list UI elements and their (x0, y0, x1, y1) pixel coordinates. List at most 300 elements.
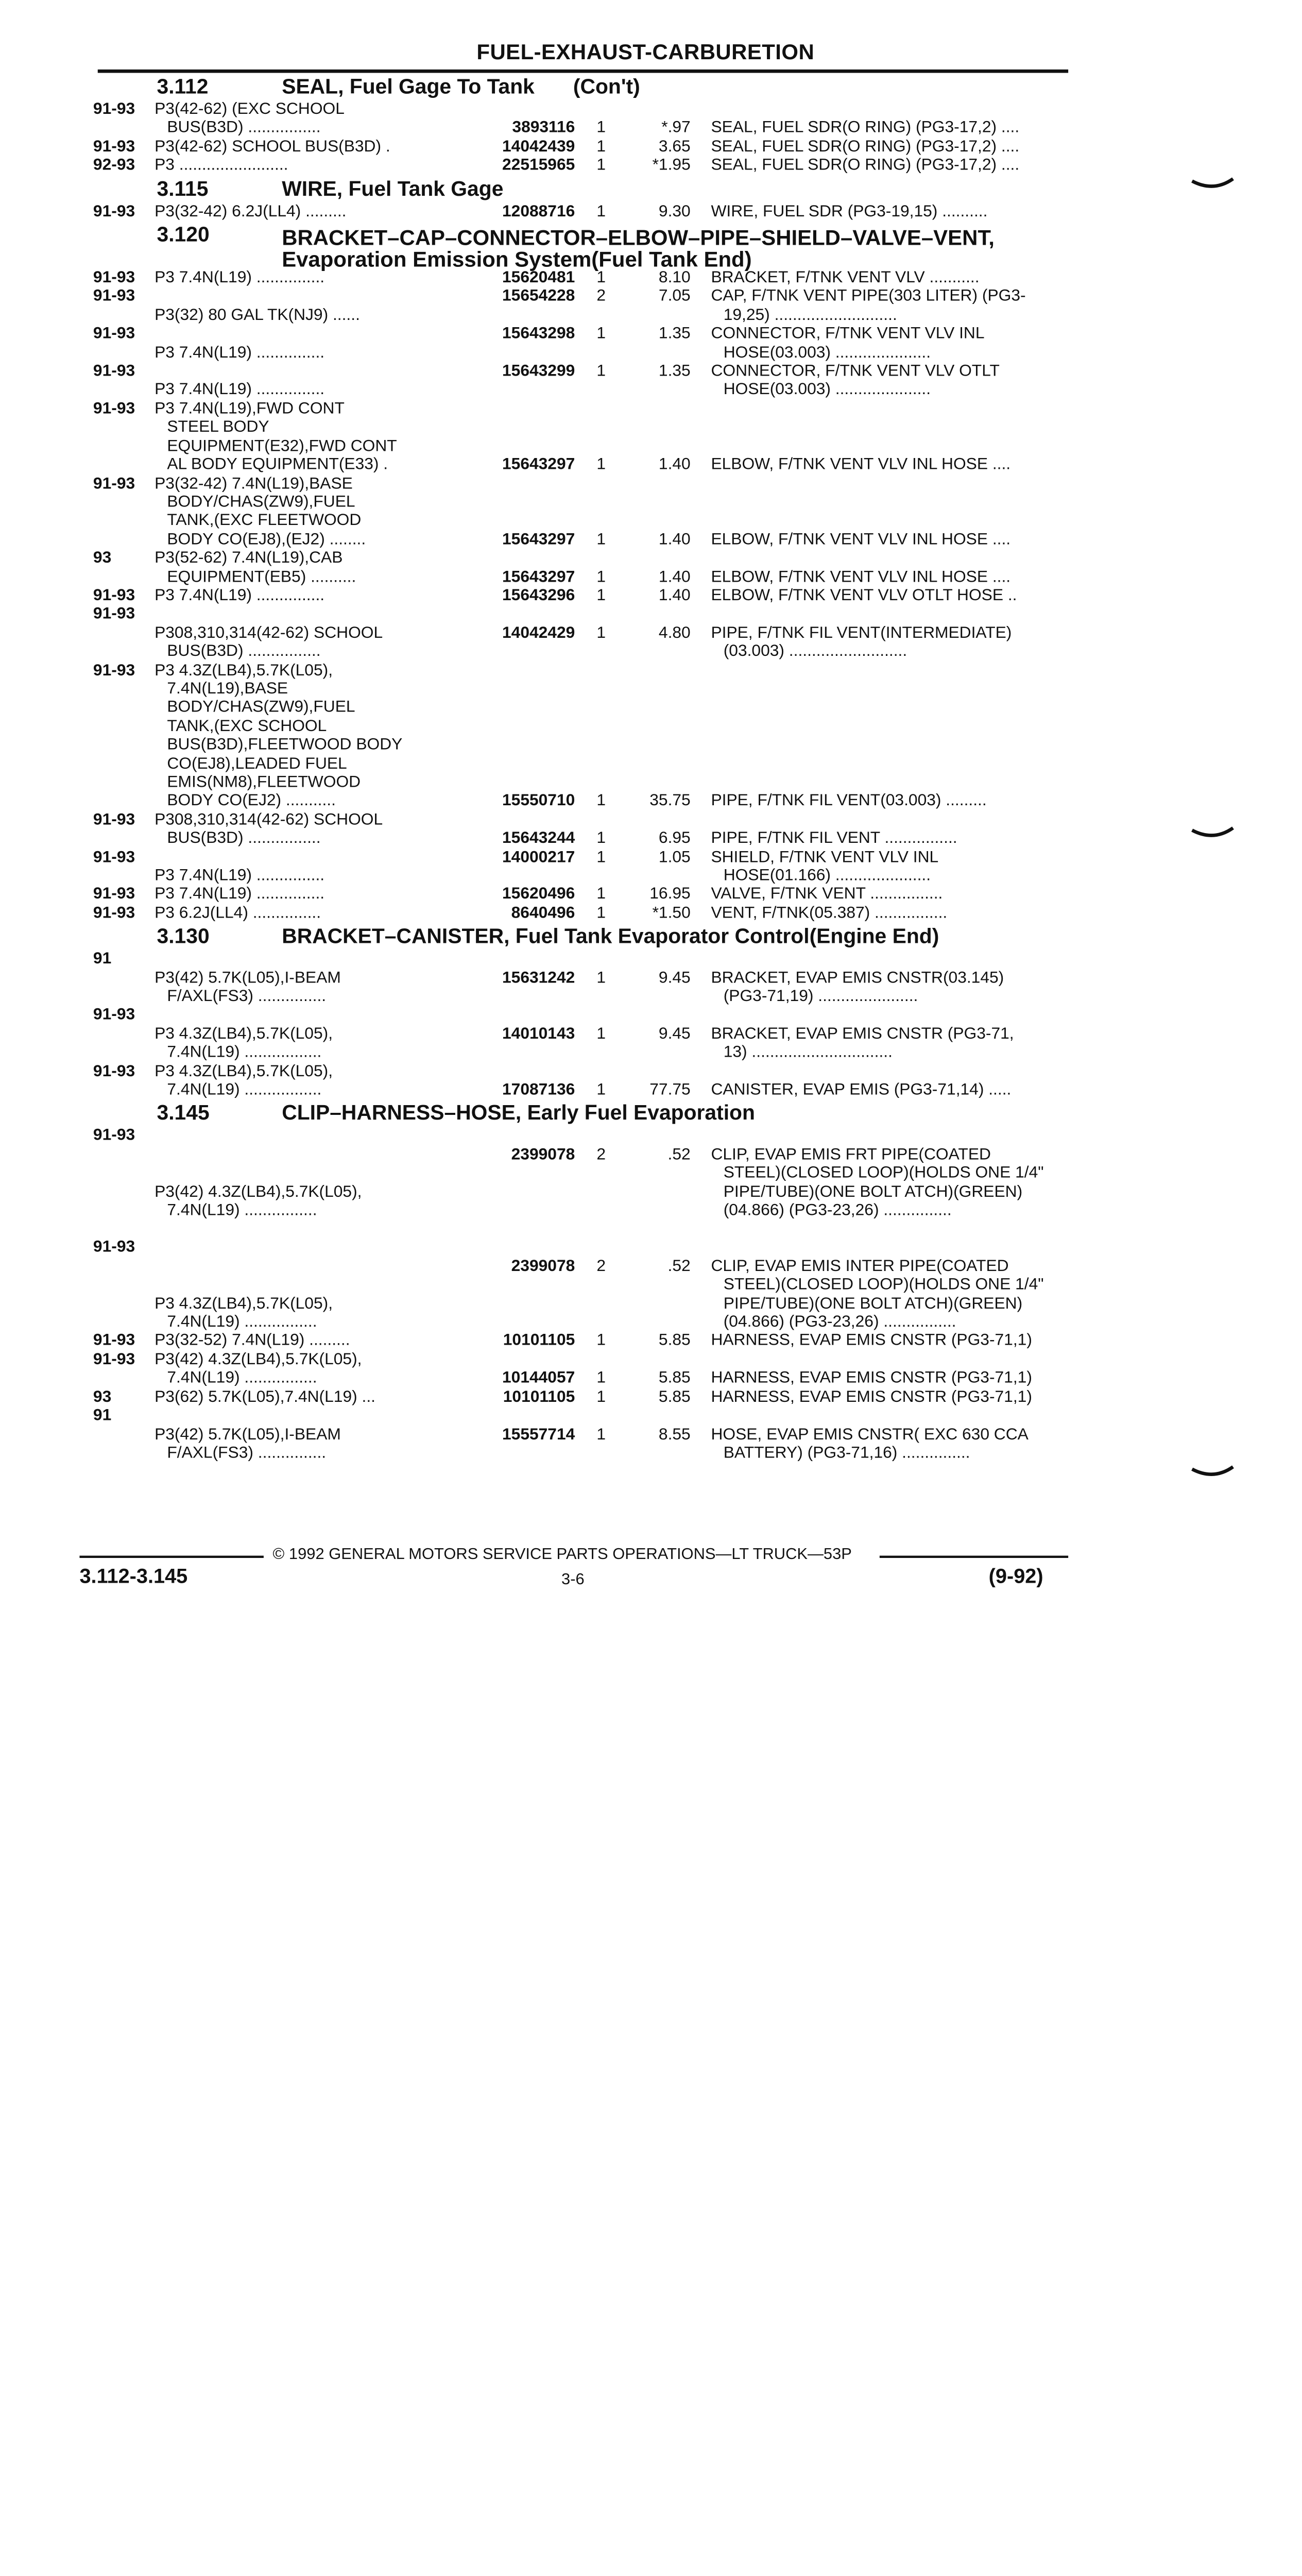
model-years: 93 (93, 549, 112, 568)
application-line: F/AXL(FS3) ............... (167, 987, 327, 1006)
price: 5.85 (658, 1387, 691, 1406)
description (711, 156, 1070, 175)
spacer (93, 1220, 1071, 1238)
description (711, 325, 1070, 363)
application (155, 1388, 482, 1406)
quantity: 1 (596, 904, 606, 923)
application-line: BUS(B3D),FLEETWOOD BODY (167, 736, 403, 754)
part-number: 12088716 (502, 202, 575, 221)
description (711, 1081, 1070, 1099)
part-number: 10101105 (503, 1332, 575, 1350)
application-line: P3 4.3Z(LB4),5.7K(L05), (155, 661, 333, 680)
description (711, 530, 1070, 549)
price: 1.05 (658, 848, 691, 867)
part-row (93, 904, 1071, 923)
application (155, 156, 482, 175)
description (711, 904, 1070, 923)
model-years: 91-93 (93, 138, 135, 156)
quantity: 1 (596, 1369, 606, 1388)
application-line: BUS(B3D) ................ (167, 642, 321, 661)
price: 9.30 (658, 202, 691, 221)
application (155, 810, 482, 848)
application-line: BUS(B3D) ................ (167, 118, 321, 138)
section-heading (93, 1099, 1071, 1127)
description-line: HOSE(01.166) ..................... (723, 867, 931, 885)
application (155, 1183, 482, 1221)
section-heading (93, 923, 1071, 950)
price: .52 (667, 1145, 691, 1164)
part-row (93, 474, 1071, 549)
application-line: P3 4.3Z(LB4),5.7K(L05), (155, 1025, 333, 1043)
price: 35.75 (649, 792, 691, 810)
quantity: 1 (596, 792, 606, 810)
price: 16.95 (649, 885, 691, 904)
quantity: 1 (596, 829, 606, 848)
description (711, 1369, 1070, 1388)
application-line: EQUIPMENT(EB5) .......... (167, 568, 356, 586)
part-row (93, 1239, 1071, 1332)
model-years: 91-93 (93, 810, 135, 829)
price: 4.80 (658, 623, 691, 642)
footer-section-range: 3.112-3.145 (79, 1565, 188, 1588)
quantity: 1 (596, 118, 606, 138)
quantity: 1 (596, 268, 606, 287)
model-years: 91-93 (93, 904, 135, 923)
description-line: VALVE, F/TNK VENT ................ (711, 885, 943, 904)
part-row (93, 325, 1071, 363)
part-number: 2399078 (511, 1145, 575, 1164)
application-line: F/AXL(FS3) ............... (167, 1444, 327, 1463)
application (155, 1025, 482, 1062)
part-number: 15550710 (502, 792, 575, 810)
application (155, 1295, 482, 1332)
part-row (93, 138, 1071, 156)
description-line: SHIELD, F/TNK VENT VLV INL (711, 848, 939, 867)
description-line: PIPE, F/TNK FIL VENT(03.003) ......... (711, 792, 987, 810)
application-line: BODY/CHAS(ZW9),FUEL (167, 493, 355, 512)
application-line: P3(62) 5.7K(L05),7.4N(L19) ... (155, 1387, 375, 1406)
application-line: P3(32-52) 7.4N(L19) ......... (155, 1332, 350, 1350)
quantity: 1 (596, 1387, 606, 1406)
part-row (93, 1406, 1071, 1463)
price: 5.85 (658, 1332, 691, 1350)
application-line: P3(32) 80 GAL TK(NJ9) ...... (155, 306, 360, 325)
application (155, 400, 482, 474)
application-line: P3 4.3Z(LB4),5.7K(L05), (155, 1062, 333, 1080)
description-line: HARNESS, EVAP EMIS CNSTR (PG3-71,1) (711, 1387, 1032, 1406)
application-line: P3 7.4N(L19) ............... (155, 867, 325, 885)
application-line: EMIS(NM8),FLEETWOOD (167, 773, 361, 792)
part-row (93, 661, 1071, 810)
application (155, 1425, 482, 1463)
price: .52 (667, 1257, 691, 1276)
page-header: FUEL-EXHAUST-CARBURETION (476, 41, 815, 65)
section-title-text: WIRE, Fuel Tank Gage (282, 176, 504, 200)
price: 5.85 (658, 1369, 691, 1388)
application-line: 7.4N(L19) ................ (167, 1369, 317, 1388)
part-number: 14010143 (502, 1025, 575, 1043)
quantity: 1 (596, 1332, 606, 1350)
section-heading (93, 175, 1071, 202)
section-number: 3.130 (157, 924, 210, 948)
price: 1.35 (658, 325, 691, 343)
part-number: 15643244 (502, 829, 575, 848)
quantity: 1 (596, 567, 606, 586)
description-line: HOSE, EVAP EMIS CNSTR( EXC 630 CCA (711, 1425, 1029, 1444)
model-years: 91-93 (93, 325, 135, 343)
part-row (93, 1332, 1071, 1350)
description-line: ELBOW, F/TNK VENT VLV OTLT HOSE .. (711, 586, 1017, 605)
part-number: 14042439 (502, 138, 575, 156)
price: 6.95 (658, 829, 691, 848)
part-number: 17087136 (502, 1080, 575, 1099)
description-line: HOSE(03.003) ..................... (723, 381, 931, 399)
application-line: P3(42) 4.3Z(LB4),5.7K(L05), (155, 1350, 362, 1369)
section-subtitle: Evaporation Emission System(Fuel Tank End) (282, 248, 752, 273)
part-row (93, 202, 1071, 221)
quantity: 1 (596, 530, 606, 549)
description (711, 586, 1070, 605)
application-line: P308,310,314(42-62) SCHOOL (155, 623, 383, 642)
application-line: TANK,(EXC SCHOOL (167, 717, 327, 736)
model-years: 91 (93, 1406, 112, 1425)
model-years: 91-93 (93, 287, 135, 306)
description-line: CLIP, EVAP EMIS INTER PIPE(COATED (711, 1257, 1009, 1276)
application-line: P3(42) 5.7K(L05),I-BEAM (155, 1425, 341, 1444)
quantity: 1 (596, 156, 606, 175)
model-years: 91-93 (93, 848, 135, 867)
description (711, 969, 1070, 1006)
model-years: 92-93 (93, 156, 135, 175)
description-line: 19,25) ........................... (723, 306, 897, 325)
description-line: BRACKET, EVAP EMIS CNSTR (PG3-71, (711, 1025, 1014, 1043)
application-line: P3 ........................ (155, 156, 288, 175)
section-title-text: BRACKET–CANISTER, Fuel Tank Evaporator Control(Engine End) (282, 924, 939, 948)
section-title (282, 176, 504, 200)
price: 3.65 (658, 138, 691, 156)
description (711, 1332, 1070, 1350)
quantity: 1 (596, 885, 606, 904)
price: 1.40 (658, 567, 691, 586)
description-line: HARNESS, EVAP EMIS CNSTR (PG3-71,1) (711, 1332, 1032, 1350)
section-title-text: CLIP–HARNESS–HOSE, Early Fuel Evaporation (282, 1100, 755, 1125)
margin-mark-2 (1191, 826, 1234, 840)
description-line: SEAL, FUEL SDR(O RING) (PG3-17,2) .... (711, 138, 1020, 156)
price: 77.75 (649, 1080, 691, 1099)
application-line: STEEL BODY (167, 418, 269, 437)
model-years: 91-93 (93, 362, 135, 381)
application-line: P3 4.3Z(LB4),5.7K(L05), (155, 1294, 333, 1313)
description (711, 269, 1070, 287)
part-row (93, 1127, 1071, 1220)
model-years: 91 (93, 950, 112, 969)
part-row (93, 156, 1071, 175)
price: 1.40 (658, 455, 691, 474)
application (155, 969, 482, 1006)
section-heading (93, 73, 1071, 100)
application (155, 885, 482, 904)
description-line: BATTERY) (PG3-71,16) ............... (723, 1444, 970, 1463)
application-line: P3(32-42) 6.2J(LL4) ......... (155, 202, 347, 221)
model-years: 91-93 (93, 1238, 135, 1257)
application-line: 7.4N(L19) ................ (167, 1201, 317, 1220)
part-row (93, 1062, 1071, 1100)
description-line: (04.866) (PG3-23,26) ................ (723, 1313, 956, 1332)
part-row (93, 1388, 1071, 1406)
part-number: 2399078 (511, 1257, 575, 1276)
description-line: PIPE/TUBE)(ONE BOLT ATCH)(GREEN) (723, 1294, 1023, 1313)
quantity: 1 (596, 1425, 606, 1444)
application (155, 1062, 482, 1100)
part-row (93, 950, 1071, 1006)
description-line: BRACKET, EVAP EMIS CNSTR(03.145) (711, 969, 1004, 987)
quantity: 2 (596, 1257, 606, 1276)
description-line: HARNESS, EVAP EMIS CNSTR (PG3-71,1) (711, 1369, 1032, 1388)
application (155, 1332, 482, 1350)
application-line: BODY CO(EJ8),(EJ2) ........ (167, 530, 366, 549)
model-years: 91-93 (93, 202, 135, 221)
application (155, 1350, 482, 1388)
description (711, 362, 1070, 400)
section-title (282, 1100, 755, 1125)
quantity: 2 (596, 287, 606, 306)
description (711, 848, 1070, 886)
part-row (93, 269, 1071, 287)
model-years: 91-93 (93, 1332, 135, 1350)
price: *1.95 (652, 156, 691, 175)
description (711, 792, 1070, 810)
quantity: 1 (596, 1080, 606, 1099)
description-line: CONNECTOR, F/TNK VENT VLV INL (711, 325, 985, 343)
description-line: PIPE/TUBE)(ONE BOLT ATCH)(GREEN) (723, 1182, 1023, 1201)
description (711, 1145, 1070, 1220)
application-line: AL BODY EQUIPMENT(E33) . (167, 455, 388, 474)
description (711, 1388, 1070, 1406)
application-line: BODY CO(EJ2) ........... (167, 792, 336, 810)
description (711, 624, 1070, 662)
description-line: CANISTER, EVAP EMIS (PG3-71,14) ..... (711, 1080, 1012, 1099)
description (711, 829, 1070, 848)
price: 8.10 (658, 268, 691, 287)
application (155, 269, 482, 287)
application-line: P3 7.4N(L19) ............... (155, 268, 325, 287)
description-line: SEAL, FUEL SDR(O RING) (PG3-17,2) .... (711, 156, 1020, 175)
application (155, 661, 482, 810)
model-years: 91-93 (93, 1127, 135, 1145)
part-row (93, 549, 1071, 587)
part-number: 10144057 (502, 1369, 575, 1388)
description-line: STEEL)(CLOSED LOOP)(HOLDS ONE 1/4" (723, 1164, 1044, 1183)
part-row (93, 586, 1071, 605)
price: 1.35 (658, 362, 691, 381)
model-years: 91-93 (93, 1350, 135, 1369)
application (155, 344, 482, 362)
description (711, 1425, 1070, 1463)
description-line: (03.003) .......................... (723, 642, 907, 661)
quantity: 1 (596, 325, 606, 343)
application-line: 7.4N(L19) ................ (167, 1313, 317, 1332)
model-years: 91-93 (93, 1006, 135, 1025)
model-years: 91-93 (93, 885, 135, 904)
application-line: P3 6.2J(LL4) ............... (155, 904, 321, 923)
part-number: 8640496 (511, 904, 575, 923)
section-title (282, 74, 640, 98)
application-line: P3 7.4N(L19) ............... (155, 343, 325, 362)
description-line: (PG3-71,19) ...................... (723, 987, 918, 1006)
price: 9.45 (658, 1025, 691, 1043)
application-line: CO(EJ8),LEADED FUEL (167, 754, 347, 773)
description-line: CAP, F/TNK VENT PIPE(303 LITER) (PG3- (711, 287, 1026, 306)
model-years: 91-93 (93, 661, 135, 680)
part-row (93, 287, 1071, 325)
header-rule (98, 70, 1068, 73)
description (711, 885, 1070, 904)
part-row (93, 400, 1071, 474)
section-number: 3.112 (157, 74, 209, 98)
model-years: 91-93 (93, 605, 135, 623)
application-line: BUS(B3D) ................ (167, 829, 321, 848)
application-line: P3 7.4N(L19) ............... (155, 885, 325, 904)
description-line: CLIP, EVAP EMIS FRT PIPE(COATED (711, 1145, 991, 1164)
section-title-text: BRACKET–CAP–CONNECTOR–ELBOW–PIPE–SHIELD–VALVE–VENT, (282, 226, 995, 251)
model-years: 91-93 (93, 1062, 135, 1080)
price: 1.40 (658, 586, 691, 605)
description-line: VENT, F/TNK(05.387) ................ (711, 904, 948, 923)
part-number: 15643297 (502, 530, 575, 549)
application-line: P3(42) 4.3Z(LB4),5.7K(L05), (155, 1182, 362, 1201)
footer-date: (9-92) (988, 1565, 1043, 1588)
price: *1.50 (652, 904, 691, 923)
part-row (93, 810, 1071, 848)
application-line: 7.4N(L19) ................. (167, 1043, 322, 1062)
application (155, 867, 482, 885)
description-line: CONNECTOR, F/TNK VENT VLV OTLT (711, 362, 1000, 381)
part-number: 15620481 (502, 268, 575, 287)
part-number: 15643298 (502, 325, 575, 343)
quantity: 1 (596, 138, 606, 156)
part-number: 15643296 (502, 586, 575, 605)
part-row (93, 100, 1071, 138)
description-line: PIPE, F/TNK FIL VENT(INTERMEDIATE) (711, 623, 1012, 642)
part-number: 10101105 (503, 1387, 575, 1406)
application-line: P3 7.4N(L19) ............... (155, 381, 325, 399)
quantity: 1 (596, 586, 606, 605)
description-line: STEEL)(CLOSED LOOP)(HOLDS ONE 1/4" (723, 1276, 1044, 1294)
model-years: 91-93 (93, 399, 135, 418)
part-row (93, 605, 1071, 662)
application-line: TANK,(EXC FLEETWOOD (167, 512, 362, 530)
part-row (93, 1350, 1071, 1388)
description-line: WIRE, FUEL SDR (PG3-19,15) .......... (711, 202, 988, 221)
price: *.97 (661, 118, 691, 138)
footer-rule-left (79, 1556, 263, 1558)
footer-copyright: © 1992 GENERAL MOTORS SERVICE PARTS OPERATIONS—LT TRUCK—53P (272, 1544, 852, 1563)
price: 7.05 (658, 287, 691, 306)
description (711, 287, 1070, 325)
price: 9.45 (658, 969, 691, 987)
quantity: 1 (596, 455, 606, 474)
part-row (93, 885, 1071, 904)
application-line: 7.4N(L19),BASE (167, 680, 288, 698)
description (711, 202, 1070, 221)
part-number: 15643297 (502, 455, 575, 474)
part-number: 15620496 (502, 885, 575, 904)
description (711, 1257, 1070, 1332)
application-line: P3 7.4N(L19),FWD CONT (155, 399, 345, 418)
section-continued: (Con't) (573, 74, 640, 98)
application (155, 202, 482, 221)
application-line: P3(52-62) 7.4N(L19),CAB (155, 549, 343, 568)
model-years: 91-93 (93, 100, 135, 118)
description-line: HOSE(03.003) ..................... (723, 343, 931, 362)
part-number: 15557714 (502, 1425, 575, 1444)
footer-rule-right (880, 1556, 1068, 1558)
description-line: ELBOW, F/TNK VENT VLV INL HOSE .... (711, 530, 1011, 549)
application (155, 586, 482, 605)
price: 1.40 (658, 530, 691, 549)
quantity: 1 (596, 1025, 606, 1043)
quantity: 2 (596, 1145, 606, 1164)
application-line: 7.4N(L19) ................. (167, 1080, 322, 1099)
description (711, 138, 1070, 156)
application (155, 306, 482, 325)
section-title-text: SEAL, Fuel Gage To Tank (282, 74, 535, 98)
description (711, 568, 1070, 586)
application (155, 381, 482, 399)
description (711, 455, 1070, 474)
application-line: EQUIPMENT(E32),FWD CONT (167, 437, 397, 455)
description-line: BRACKET, F/TNK VENT VLV ........... (711, 268, 980, 287)
section-title (282, 228, 995, 271)
application (155, 904, 482, 923)
part-number: 14000217 (502, 848, 575, 867)
parts-listing (93, 73, 1071, 1463)
part-number: 3893116 (512, 118, 575, 138)
application-line: P308,310,314(42-62) SCHOOL (155, 810, 383, 829)
part-number: 22515965 (502, 156, 575, 175)
application (155, 474, 482, 549)
application (155, 138, 482, 156)
description-line: (04.866) (PG3-23,26) ............... (723, 1201, 952, 1220)
quantity: 1 (596, 969, 606, 987)
description-line: PIPE, F/TNK FIL VENT ................ (711, 829, 957, 848)
section-number: 3.145 (157, 1100, 210, 1125)
part-row (93, 848, 1071, 886)
model-years: 91-93 (93, 268, 135, 287)
part-row (93, 362, 1071, 400)
part-number: 15631242 (502, 969, 575, 987)
part-number: 15643297 (502, 567, 575, 586)
application-line: P3(42-62) (EXC SCHOOL (155, 100, 345, 118)
quantity: 1 (596, 848, 606, 867)
section-heading (93, 221, 1071, 273)
model-years: 91-93 (93, 474, 135, 493)
quantity: 1 (596, 202, 606, 221)
application (155, 549, 482, 587)
description-line: SEAL, FUEL SDR(O RING) (PG3-17,2) .... (711, 118, 1020, 138)
description (711, 1025, 1070, 1062)
application-line: P3 7.4N(L19) ............... (155, 586, 325, 605)
description-line: ELBOW, F/TNK VENT VLV INL HOSE .... (711, 567, 1011, 586)
section-title (282, 924, 939, 948)
description (711, 119, 1070, 138)
application (155, 100, 482, 138)
part-number: 15643299 (502, 362, 575, 381)
application-line: P3(42) 5.7K(L05),I-BEAM (155, 969, 341, 987)
margin-mark-3 (1191, 1465, 1234, 1479)
part-row (93, 1006, 1071, 1062)
part-number: 14042429 (502, 623, 575, 642)
